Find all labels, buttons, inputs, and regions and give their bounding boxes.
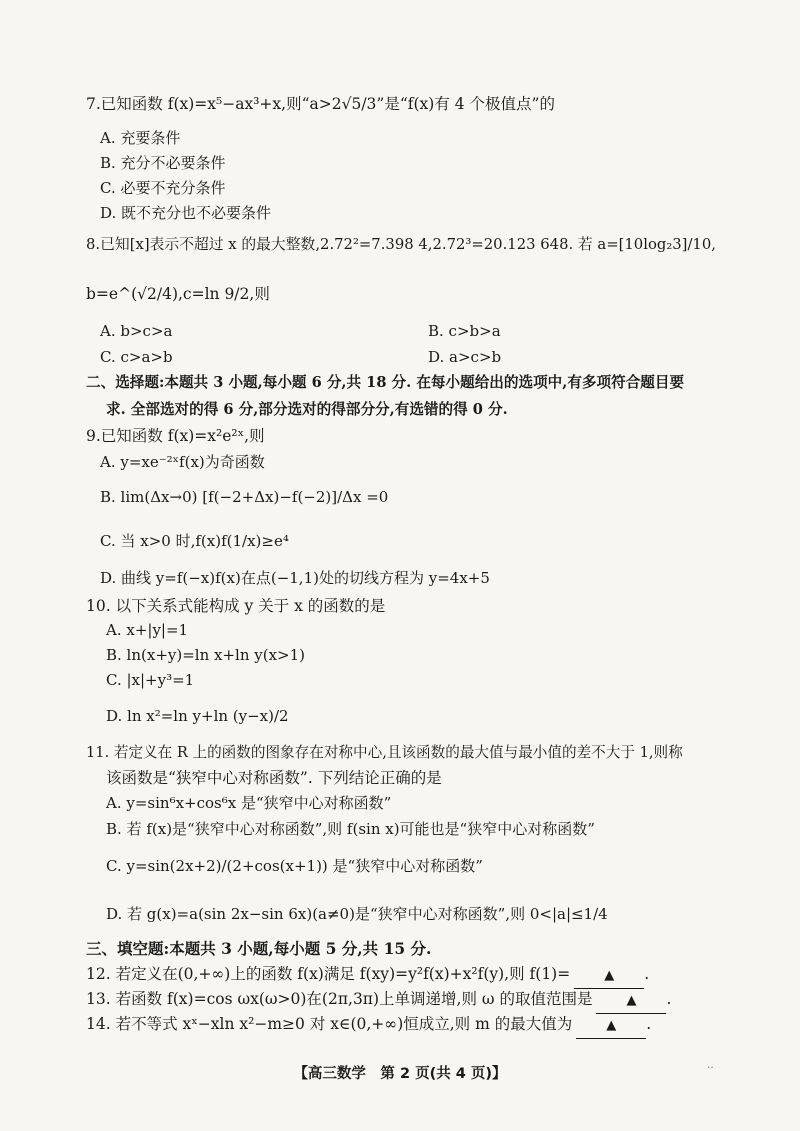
q10-option-a: A. x+|y|=1: [106, 621, 189, 639]
q8-option-d: D. a>c>b: [428, 348, 502, 366]
q7-option-b: B. 充分不必要条件: [100, 154, 226, 172]
q12-answer-blank[interactable]: ▲: [574, 964, 644, 989]
q10-option-b: B. ln(x+y)=ln x+ln y(x>1): [106, 646, 306, 664]
section-3-header: 三、填空题:本题共 3 小题,每小题 5 分,共 15 分.: [86, 939, 432, 958]
section-2-header-2: 求. 全部选对的得 6 分,部分选对的得部分分,有选错的得 0 分.: [106, 401, 508, 418]
q9-stem: 9.已知函数 f(x)=x²e²ˣ,则: [86, 427, 265, 445]
q14-text: 14. 若不等式 xˣ−xln x²−m≥0 对 x∈(0,+∞)恒成立,则 m 的最大值为: [86, 1015, 573, 1033]
q7-stem: 7.已知函数 f(x)=x⁵−ax³+x,则“a>2√5/3”是“f(x)有 4 个极值点”的: [86, 95, 555, 113]
q13-answer-blank[interactable]: ▲: [596, 989, 666, 1014]
q12: 12. 若定义在(0,+∞)上的函数 f(x)满足 f(xy)=y²f(x)+x²f(y),则 f(1)= ▲ .: [86, 962, 649, 989]
q9-option-b: B. lim(Δx→0) [f(−2+Δx)−f(−2)]/Δx =0: [100, 488, 389, 506]
page-footer: 【高三数学 第 2 页(共 4 页)】: [293, 1066, 507, 1082]
q10-option-d: D. ln x²=ln y+ln (y−x)/2: [106, 707, 289, 725]
q7-option-d: D. 既不充分也不必要条件: [100, 204, 272, 222]
q11-option-b: B. 若 f(x)是“狭窄中心对称函数”,则 f(sin x)可能也是“狭窄中心对称函数”: [106, 820, 595, 838]
q11-option-c: C. y=sin(2x+2)/(2+cos(x+1)) 是“狭窄中心对称函数”: [106, 857, 483, 875]
q8-stem-2: b=e^(√2/4),c=ln 9/2,则: [86, 285, 270, 303]
q10-stem: 10. 以下关系式能构成 y 关于 x 的函数的是: [86, 597, 386, 615]
q11-stem-2: 该函数是“狭窄中心对称函数”. 下列结论正确的是: [106, 769, 442, 787]
q12-text: 12. 若定义在(0,+∞)上的函数 f(x)满足 f(xy)=y²f(x)+x²f(y),则 f(1)=: [86, 965, 571, 983]
corner-mark: ‥: [707, 1060, 714, 1071]
q11-option-a: A. y=sin⁶x+cos⁶x 是“狭窄中心对称函数”: [106, 794, 392, 812]
q8-option-a: A. b>c>a: [100, 322, 173, 340]
q8-stem: 8.已知[x]表示不超过 x 的最大整数,2.72²=7.398 4,2.72³=20.123 648. 若 a=[10log₂3]/10,: [86, 236, 716, 253]
q13: 13. 若函数 f(x)=cos ωx(ω>0)在(2π,3π)上单调递增,则 ω 的取值范围是 ▲ .: [86, 987, 671, 1014]
q13-text: 13. 若函数 f(x)=cos ωx(ω>0)在(2π,3π)上单调递增,则 ω 的取值范围是: [86, 990, 593, 1008]
section-2-header: 二、选择题:本题共 3 小题,每小题 6 分,共 18 分. 在每小题给出的选项中,有多项符合题目要: [86, 374, 685, 391]
q14-answer-blank[interactable]: ▲: [576, 1014, 646, 1039]
q10-option-c: C. |x|+y³=1: [106, 671, 195, 689]
q7-option-a: A. 充要条件: [100, 129, 181, 147]
q8-option-c: C. c>a>b: [100, 348, 173, 366]
q9-option-d: D. 曲线 y=f(−x)f(x)在点(−1,1)处的切线方程为 y=4x+5: [100, 569, 490, 587]
q14: 14. 若不等式 xˣ−xln x²−m≥0 对 x∈(0,+∞)恒成立,则 m 的最大值为 ▲ .: [86, 1012, 651, 1039]
q9-option-a: A. y=xe⁻²ˣf(x)为奇函数: [100, 453, 265, 471]
q11-option-d: D. 若 g(x)=a(sin 2x−sin 6x)(a≠0)是“狭窄中心对称函数”,则 0<|a|≤1/4: [106, 905, 608, 923]
q11-stem: 11. 若定义在 R 上的函数的图象存在对称中心,且该函数的最大值与最小值的差不大于 1,则称: [86, 744, 683, 761]
q9-option-c: C. 当 x>0 时,f(x)f(1/x)≥e⁴: [100, 532, 289, 550]
q8-option-b: B. c>b>a: [428, 322, 501, 340]
q7-option-c: C. 必要不充分条件: [100, 179, 226, 197]
